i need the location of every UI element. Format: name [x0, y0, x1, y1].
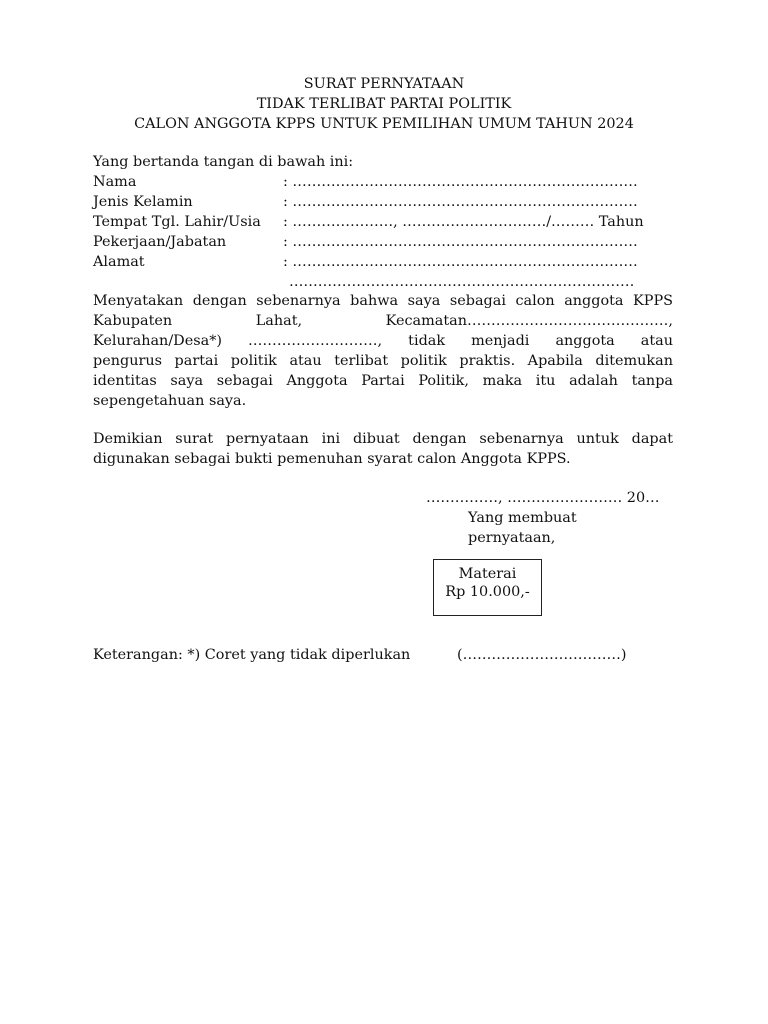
document-subtitle-2: CALON ANGGOTA KPPS UNTUK PEMILIHAN UMUM TAHUN 2024	[134, 116, 634, 132]
document-subtitle: TIDAK TERLIBAT PARTAI POLITIK	[256, 96, 512, 112]
ttl-label: Tempat Tgl. Lahir/Usia	[93, 214, 261, 230]
signer-name-placeholder: (……………………………)	[457, 647, 627, 663]
statement-line: Menyatakan dengan sebenarnya bahwa saya sebagai calon anggota KPPS	[93, 293, 673, 309]
pekerjaan-field: : ………………………………………………………………	[283, 234, 638, 250]
nama-field: : ………………………………………………………………	[283, 174, 638, 190]
document-title: SURAT PERNYATAAN	[303, 76, 465, 92]
statement-line: identitas saya sebagai Anggota Partai Politik, maka itu adalah tanpa	[93, 373, 673, 389]
statement-line: Kabupaten Lahat, Kecamatan……………………………………,	[93, 313, 673, 329]
materai-amount: Rp 10.000,-	[445, 584, 530, 600]
pekerjaan-label: Pekerjaan/Jabatan	[93, 234, 227, 250]
jenis-kelamin-field: : ………………………………………………………………	[283, 194, 638, 210]
statement-line: sepengetahuan saya.	[93, 393, 247, 409]
jenis-kelamin-label: Jenis Kelamin	[93, 194, 193, 210]
alamat-label: Alamat	[93, 254, 145, 270]
materai-stamp-box	[433, 559, 542, 616]
nama-label: Nama	[93, 174, 137, 190]
closing-line: Demikian surat pernyataan ini dibuat dengan sebenarnya untuk dapat	[93, 431, 673, 447]
ttl-field: : …………………, …………………………/……… Tahun	[283, 214, 644, 230]
statement-line: Kelurahan/Desa*) ………………………, tidak menjadi anggota atau	[93, 333, 673, 349]
alamat-field-line-2: ………………………………………………………………	[289, 274, 635, 290]
statement-line: pengurus partai politik atau terlibat politik praktis. Apabila ditemukan	[93, 353, 673, 369]
intro-text: Yang bertanda tangan di bawah ini:	[93, 154, 354, 170]
footnote: Keterangan: *) Coret yang tidak diperlukan	[93, 647, 411, 663]
place-date-line: ……………, …………………… 20…	[426, 490, 660, 506]
signer-caption: Yang membuat	[468, 510, 577, 526]
alamat-field: : ………………………………………………………………	[283, 254, 638, 270]
materai-label: Materai	[458, 566, 517, 582]
signer-caption-2: pernyataan,	[468, 530, 556, 546]
closing-line: digunakan sebagai bukti pemenuhan syarat calon Anggota KPPS.	[93, 451, 571, 467]
